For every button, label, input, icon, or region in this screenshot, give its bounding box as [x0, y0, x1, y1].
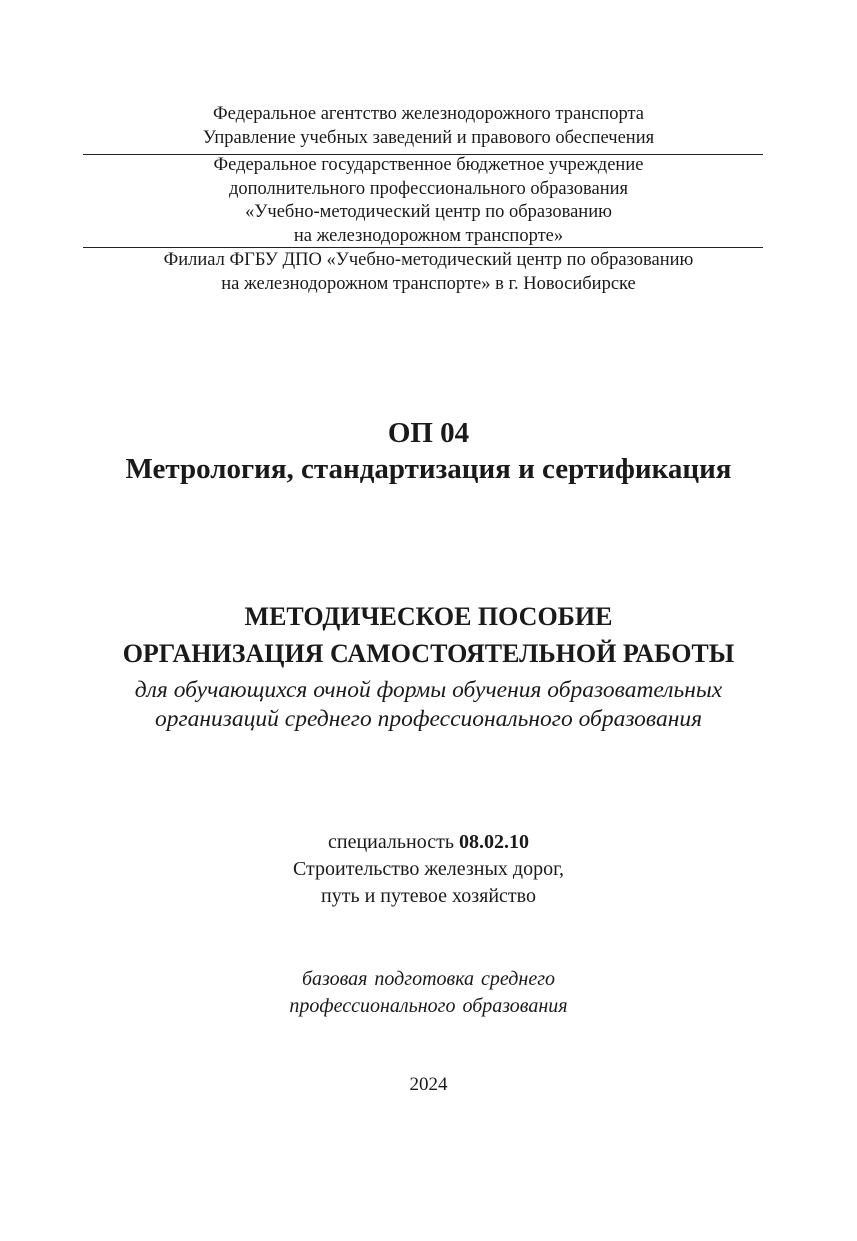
- document-type-line: МЕТОДИЧЕСКОЕ ПОСОБИЕ: [244, 602, 613, 631]
- specialty-block: [0, 829, 857, 910]
- audience-line: для обучающихся очной формы обучения образовательных: [134, 677, 723, 703]
- audience-block: [0, 676, 857, 734]
- specialty-prefix: специальность: [328, 831, 459, 853]
- institution-block: [0, 154, 857, 248]
- institution-line: на железнодорожном транспорте»: [293, 225, 564, 246]
- specialty-name-line: Строительство железных дорог,: [292, 858, 565, 880]
- specialty-code: 08.02.10: [458, 831, 529, 853]
- institution-line: «Учебно-методический центр по образованию: [245, 202, 612, 222]
- agency-block: [0, 103, 857, 150]
- document-type-block: [0, 598, 857, 672]
- branch-block: [0, 249, 857, 296]
- level-line: профессионального образования: [289, 995, 568, 1017]
- subject-block: [0, 415, 857, 487]
- branch-line: на железнодорожном транспорте» в г. Новосибирске: [221, 273, 636, 294]
- branch-line: Филиал ФГБУ ДПО «Учебно-методический центр по образованию: [163, 250, 694, 270]
- publication-year: 2024: [409, 1074, 448, 1095]
- level-line: базовая подготовка среднего: [301, 968, 556, 990]
- audience-line: организаций среднего профессионального образования: [154, 706, 703, 732]
- subject-code: ОП 04: [387, 417, 470, 449]
- year-block: [0, 1073, 857, 1097]
- document-type-line: ОРГАНИЗАЦИЯ САМОСТОЯТЕЛЬНОЙ РАБОТЫ: [122, 639, 735, 668]
- level-block: [0, 966, 857, 1020]
- specialty-name-line: путь и путевое хозяйство: [321, 885, 536, 907]
- agency-line: Федеральное агентство железнодорожного транспорта: [212, 104, 644, 124]
- agency-line: Управление учебных заведений и правового обеспечения: [202, 127, 655, 148]
- institution-line: дополнительного профессионального образования: [228, 178, 629, 199]
- institution-line: Федеральное государственное бюджетное учреждение: [213, 155, 644, 175]
- specialty-line: [0, 829, 857, 856]
- subject-name: Метрология, стандартизация и сертификация: [125, 453, 732, 485]
- divider-bottom: [83, 247, 763, 248]
